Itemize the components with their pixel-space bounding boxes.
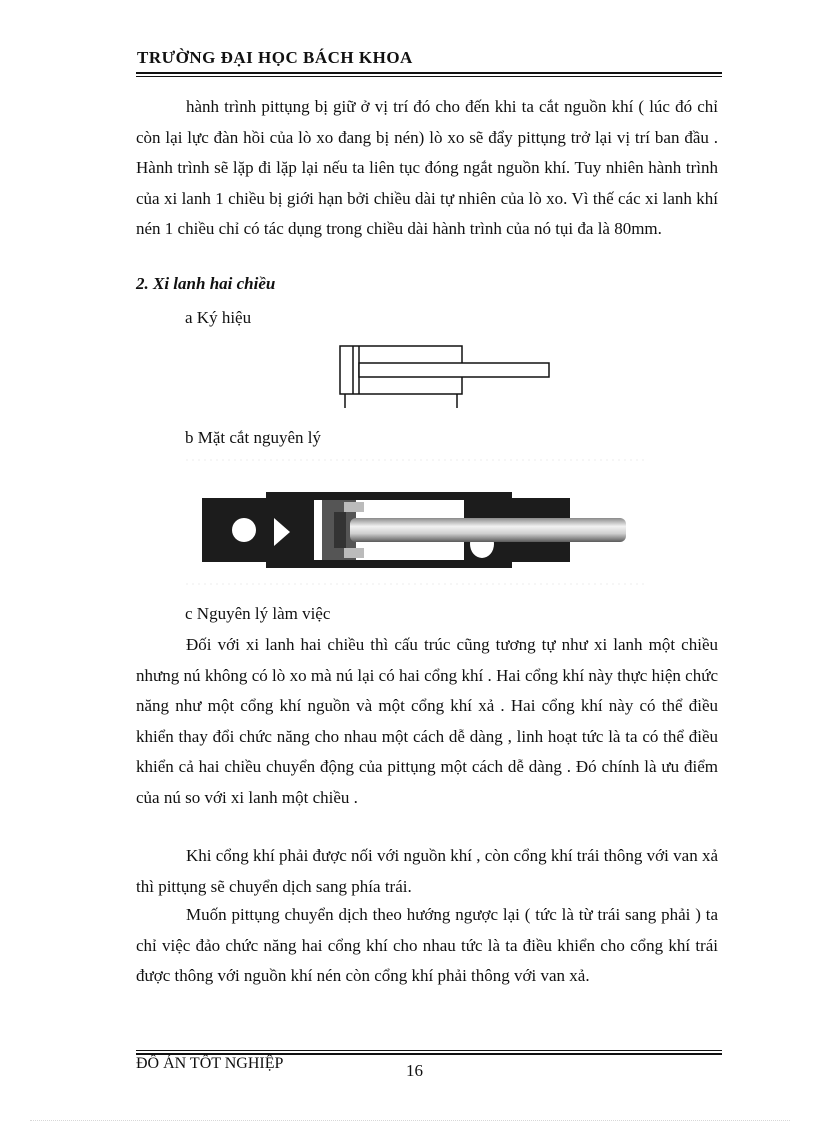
paragraph-principle: Đối với xi lanh hai chiều thì cấu trúc cũng tương tự như xi lanh một chiều nhưng nú không có lò xo mà nú lại có hai cổng khí . Hai cổng khí này thực hiện chức năng như một cổng khí nguồn và một cổng khí xả . Hai cổng khí này có thể điều khiển thay đổi chức năng cho nhau một cách dễ dàng , linh hoạt tức là ta có thể điều khiển cả hai chiều chuyển động của pittụng một cách dễ dàng . Đó chính là ưu điểm của nú so với xi lanh một chiều . bbox=[136, 635, 718, 807]
paragraph-reverse: Muốn pittụng chuyển dịch theo hướng ngược lại ( tức là từ trái sang phải ) ta chỉ việc đảo chức năng hai cổng khí cho nhau tức là ta điều khiển cho cổng khí trái được thông với nguồn khí nén còn cổng khí phải thông với van xả. bbox=[136, 905, 718, 985]
paragraph-right-port: Khi cổng khí phải được nối với nguồn khí , còn cổng khí trái thông với van xả thì pittụng sẽ chuyển dịch sang phía trái. bbox=[136, 846, 718, 896]
header-rule-thick bbox=[136, 72, 722, 74]
footer-thesis-label: ĐỒ ÁN TỐT NGHIỆP bbox=[136, 1055, 284, 1072]
principle-label: c Nguyên lý làm việc bbox=[185, 604, 331, 623]
piston-seal-top bbox=[344, 502, 364, 512]
scan-edge-dots bbox=[30, 1120, 790, 1121]
page-number: 16 bbox=[406, 1061, 423, 1080]
cylinder-cross-section-image bbox=[186, 458, 646, 588]
left-end-cap bbox=[202, 492, 314, 568]
footer-rule-thin bbox=[136, 1050, 722, 1051]
barrel-bottom-wall bbox=[314, 560, 464, 568]
piston-rod bbox=[359, 363, 549, 377]
piston-seal-bottom bbox=[344, 548, 364, 558]
piston-rib bbox=[334, 512, 346, 548]
symbol-label: a Ký hiệu bbox=[185, 308, 252, 327]
header-rule-thin bbox=[136, 76, 722, 77]
piston-rod-body bbox=[350, 518, 626, 542]
barrel-top-wall bbox=[314, 492, 464, 500]
double-acting-cylinder-symbol bbox=[332, 340, 554, 412]
section-heading: 2. Xi lanh hai chiều bbox=[136, 274, 276, 293]
section-view-label: b Mặt cắt nguyên lý bbox=[185, 428, 321, 447]
page-header-title: TRƯỜNG ĐẠI HỌC BÁCH KHOA bbox=[137, 48, 413, 67]
intro-paragraph: hành trình pittụng bị giữ ở vị trí đó cho đến khi ta cắt nguồn khí ( lúc đó chỉ còn lại lực đàn hồi của lò xo đang bị nén) lò xo sẽ đẩy pittụng trở lại vị trí ban đầu . Hành trình sẽ lặp đi lặp lại nếu ta liên tục đóng ngắt nguồn khí. Tuy nhiên hành trình của xi lanh 1 chiều bị giới hạn bởi chiều dài tự nhiên của lò xo. Vì thế các xi lanh khí nén 1 chiều chỉ có tác dụng trong chiều dài hành trình của nó tụi đa là 80mm. bbox=[136, 97, 718, 238]
left-port-hole bbox=[232, 518, 256, 542]
